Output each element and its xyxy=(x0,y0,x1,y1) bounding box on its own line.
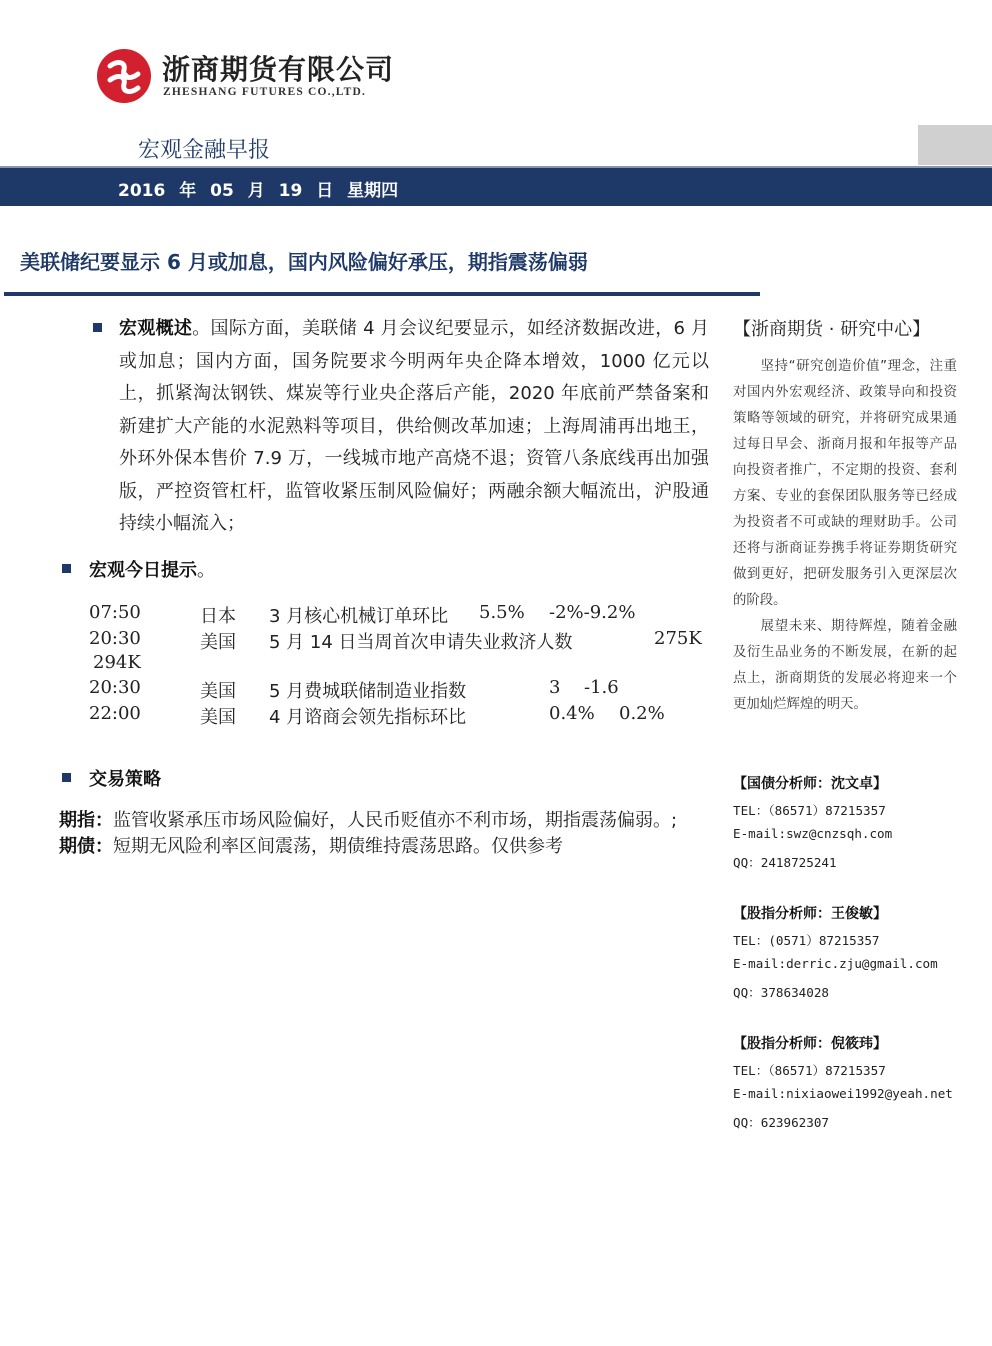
event-value-1: 0.4% xyxy=(549,703,595,724)
bullet-square-icon xyxy=(62,773,71,782)
header-gray-block xyxy=(918,125,992,165)
analyst-name: 【国债分析师：沈文卓】 xyxy=(733,776,887,792)
event-value-1: 3 xyxy=(549,677,561,698)
event-value-2: 0.2% xyxy=(619,703,665,724)
event-name: 4 月谘商会领先指标环比 xyxy=(269,707,467,728)
analyst-tel: TEL：（86571）87215357 xyxy=(733,803,886,818)
macro-overview xyxy=(119,313,709,541)
today-tips-title-suffix: 。 xyxy=(197,560,215,581)
event-time: 20:30 xyxy=(89,677,141,698)
headline-divider xyxy=(4,292,760,296)
event-value-2: 294K xyxy=(93,652,141,673)
bullet-square-icon xyxy=(62,564,71,573)
event-time: 20:30 xyxy=(89,628,141,649)
strategy-label: 期债： xyxy=(59,836,113,857)
strategy-item-bond-futures xyxy=(59,834,711,860)
strategy-text: 短期无风险利率区间震荡，期债维持震荡思路。仅供参考 xyxy=(113,836,563,857)
event-name: 5 月费城联储制造业指数 xyxy=(269,681,467,702)
event-time: 22:00 xyxy=(89,703,141,724)
event-value-2: -1.6 xyxy=(584,677,619,698)
report-name: 宏观金融早报 xyxy=(138,138,271,163)
event-country: 美国 xyxy=(200,681,236,702)
event-country: 美国 xyxy=(200,707,236,728)
trade-strategy-title: 交易策略 xyxy=(89,769,161,790)
event-value-1: 5.5% xyxy=(479,602,525,623)
macro-overview-label: 宏观概述 xyxy=(119,318,193,339)
today-tips-title-text: 宏观今日提示 xyxy=(89,560,197,581)
research-center-title: 【浙商期货 · 研究中心】 xyxy=(733,319,931,340)
strategy-label: 期指： xyxy=(59,810,113,831)
headline: 美联储纪要显示 6 月或加息，国内风险偏好承压，期指震荡偏弱 xyxy=(20,250,588,274)
strategy-item-index-futures xyxy=(59,808,711,834)
analyst-qq: QQ：378634028 xyxy=(733,985,829,1000)
company-logo-icon xyxy=(96,48,152,104)
today-tips-title xyxy=(89,556,215,582)
research-center-outlook: 展望未来、期待辉煌，随着金融及衍生品业务的不断发展，在新的起点上，浙商期货的发展必将迎来一个更加灿烂辉煌的明天。 xyxy=(733,619,957,712)
event-country: 美国 xyxy=(200,632,236,653)
event-value-1: 275K xyxy=(654,628,702,649)
macro-overview-text: 。国际方面，美联储 4 月会议纪要显示，如经济数据改进，6 月或加息；国内方面，国务院要求今明两年央企降本增效，1000 亿元以上，抓紧淘汰钢铁、煤炭等行业央企落后产能，2020 年底前严禁备案和新建扩大产能的水泥熟料等项目，供给侧改革加速；上海周浦再出地王，外环外保本售价 7.9 万，一线城市地产高烧不退；资管八条底线再出加强版，严控资管杠杆，监管收紧压制风险偏好；两融余额大幅流出，沪股通持续小幅流入； xyxy=(119,318,709,534)
analyst-tel: TEL：(0571）87215357 xyxy=(733,933,880,948)
company-name-cn: 浙商期货有限公司 xyxy=(162,53,395,86)
analyst-qq: QQ：623962307 xyxy=(733,1115,829,1130)
analyst-email[interactable]: E-mail:derric.zju@gmail.com xyxy=(733,956,938,971)
event-name: 5 月 14 日当周首次申请失业救济人数 xyxy=(269,632,573,653)
analyst-qq: QQ：2418725241 xyxy=(733,855,837,870)
analyst-tel: TEL：（86571）87215357 xyxy=(733,1063,886,1078)
event-name: 3 月核心机械订单环比 xyxy=(269,606,449,627)
research-center-intro: 坚持“研究创造价值”理念，注重对国内外宏观经济、政策导向和投资策略等领域的研究，并将研究成果通过每日早会、浙商月报和年报等产品向投资者推广，不定期的投资、套利方案、专业的套保团队服务等已经成为投资者不可或缺的理财助手。公司还将与浙商证券携手将证券期货研究做到更好，把研发服务引入更深层次的阶段。 xyxy=(733,359,957,608)
bullet-square-icon xyxy=(93,323,102,332)
analyst-email[interactable]: E-mail:nixiaowei1992@yeah.net xyxy=(733,1086,953,1101)
company-name-en: ZHESHANG FUTURES CO.,LTD. xyxy=(163,86,367,98)
strategy-text: 监管收紧承压市场风险偏好，人民币贬值亦不利市场，期指震荡偏弱。; xyxy=(113,810,678,831)
report-date: 2016 年 05 月 19 日 星期四 xyxy=(118,181,399,201)
event-country: 日本 xyxy=(200,606,236,627)
analyst-email[interactable]: E-mail:swz@cnzsqh.com xyxy=(733,826,893,841)
event-value-2: -2%-9.2% xyxy=(549,602,636,623)
analyst-name: 【股指分析师：王俊敏】 xyxy=(733,906,887,922)
event-time: 07:50 xyxy=(89,602,141,623)
analyst-name: 【股指分析师：倪筱玮】 xyxy=(733,1036,887,1052)
strategy-list xyxy=(59,808,711,860)
